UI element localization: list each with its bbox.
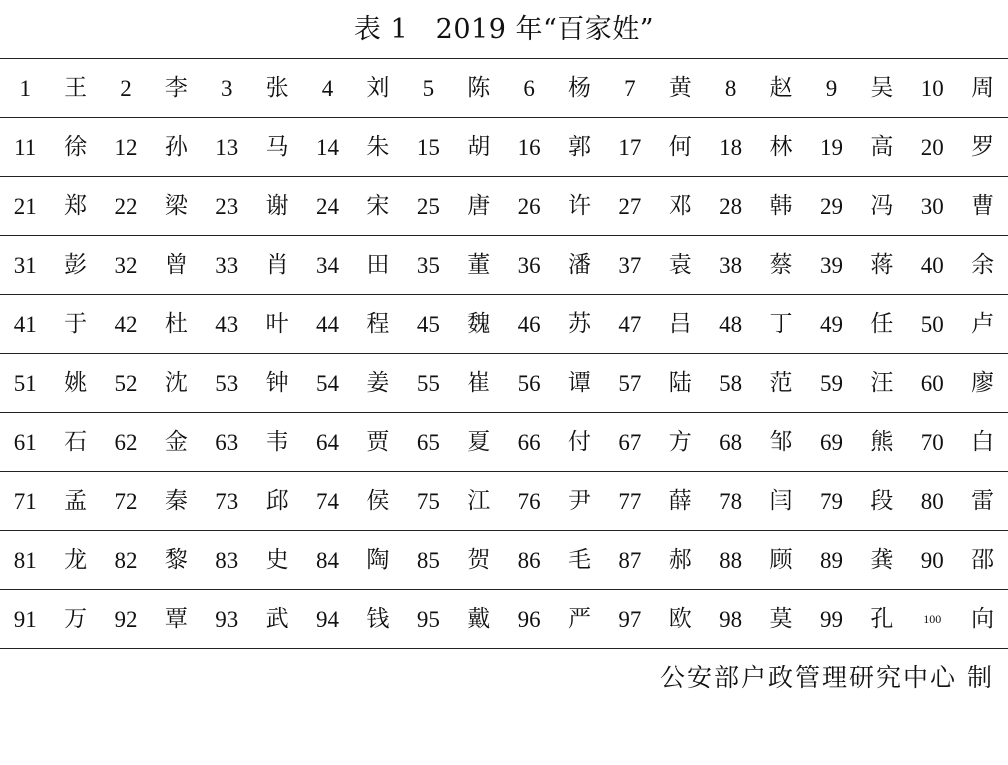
rank-number: 29 — [819, 193, 843, 219]
surname: 田 — [366, 251, 390, 278]
surname: 万 — [64, 605, 88, 632]
rank-number: 50 — [920, 311, 944, 337]
surname: 熊 — [870, 428, 894, 455]
rank-number: 69 — [819, 429, 843, 455]
surname-table — [0, 58, 1008, 649]
surname: 钱 — [366, 605, 390, 632]
rank-number: 24 — [316, 193, 340, 219]
surname: 夏 — [467, 428, 491, 455]
surname: 严 — [567, 605, 591, 632]
surname: 付 — [567, 428, 591, 455]
surname: 邱 — [265, 487, 289, 514]
rank-number: 87 — [618, 547, 642, 573]
rank-number: 65 — [416, 429, 440, 455]
rank-number: 16 — [517, 134, 541, 160]
rank-number: 12 — [114, 134, 138, 160]
rank-number: 53 — [215, 370, 239, 396]
rank-number: 33 — [215, 252, 239, 278]
surname: 白 — [971, 428, 995, 455]
rank-number: 5 — [422, 75, 435, 101]
surname: 袁 — [668, 251, 692, 278]
rank-number: 71 — [13, 488, 37, 514]
surname: 吴 — [870, 74, 894, 101]
rank-number: 26 — [517, 193, 541, 219]
surname: 武 — [265, 605, 289, 632]
rank-number: 57 — [618, 370, 642, 396]
rank-number: 85 — [416, 547, 440, 573]
surname: 冯 — [870, 192, 894, 219]
rank-number: 9 — [825, 75, 838, 101]
surname: 宋 — [366, 192, 390, 219]
rank-number: 45 — [416, 311, 440, 337]
rank-number: 14 — [316, 134, 340, 160]
surname: 廖 — [971, 369, 995, 396]
rank-number: 32 — [114, 252, 138, 278]
rank-number: 61 — [13, 429, 37, 455]
rank-number: 72 — [114, 488, 138, 514]
rank-number: 93 — [215, 606, 239, 632]
surname: 杨 — [567, 74, 591, 101]
surname: 崔 — [467, 369, 491, 396]
surname: 卢 — [971, 310, 995, 337]
rank-number: 88 — [719, 547, 743, 573]
rank-number: 20 — [920, 134, 944, 160]
surname: 覃 — [164, 605, 188, 632]
rank-number: 23 — [215, 193, 239, 219]
surname: 韦 — [265, 428, 289, 455]
surname: 邵 — [971, 546, 995, 573]
rank-number: 75 — [416, 488, 440, 514]
surname: 谢 — [265, 192, 289, 219]
surname: 罗 — [971, 133, 995, 160]
rank-number: 42 — [114, 311, 138, 337]
rank-number: 47 — [618, 311, 642, 337]
surname: 赵 — [769, 74, 793, 101]
surname: 贾 — [366, 428, 390, 455]
surname: 任 — [870, 310, 894, 337]
rank-number: 76 — [517, 488, 541, 514]
surname: 毛 — [567, 546, 591, 573]
surname: 曹 — [971, 192, 995, 219]
rank-number: 98 — [719, 606, 743, 632]
surname: 陈 — [467, 74, 491, 101]
surname: 孙 — [164, 133, 188, 160]
surname: 郝 — [668, 546, 692, 573]
rank-number: 78 — [719, 488, 743, 514]
surname: 欧 — [668, 605, 692, 632]
surname: 姚 — [64, 369, 88, 396]
rank-number: 18 — [719, 134, 743, 160]
surname: 黎 — [164, 546, 188, 573]
rank-number: 54 — [316, 370, 340, 396]
surname: 肖 — [265, 251, 289, 278]
table-title: 表 1 2019 年“百家姓” — [353, 14, 655, 45]
surname: 侯 — [366, 487, 390, 514]
surname: 高 — [870, 133, 894, 160]
rank-number: 90 — [920, 547, 944, 573]
rank-number: 51 — [13, 370, 37, 396]
rank-number: 39 — [819, 252, 843, 278]
rank-number: 83 — [215, 547, 239, 573]
surname: 钟 — [265, 369, 289, 396]
rank-number: 44 — [316, 311, 340, 337]
surname: 郑 — [64, 192, 88, 219]
surname: 龙 — [64, 546, 88, 573]
rank-number: 60 — [920, 370, 944, 396]
surname: 刘 — [366, 74, 390, 101]
rank-number: 17 — [618, 134, 642, 160]
rank-number: 96 — [517, 606, 541, 632]
rank-number: 40 — [920, 252, 944, 278]
surname: 江 — [467, 487, 491, 514]
rank-number: 86 — [517, 547, 541, 573]
surname: 黄 — [668, 74, 692, 101]
rank-number: 80 — [920, 488, 944, 514]
rank-number: 59 — [819, 370, 843, 396]
surname: 谭 — [567, 369, 591, 396]
rank-number: 6 — [523, 75, 535, 101]
rank-number: 36 — [517, 252, 541, 278]
surname: 汪 — [870, 369, 894, 396]
surname: 潘 — [567, 251, 591, 278]
table-row — [0, 530, 1008, 589]
surname: 何 — [668, 133, 692, 160]
surname: 林 — [769, 133, 793, 160]
surname: 薛 — [668, 487, 692, 514]
surname: 尹 — [567, 487, 591, 514]
surname: 王 — [64, 74, 88, 101]
rank-number: 97 — [618, 606, 642, 632]
rank-number: 81 — [13, 547, 37, 573]
rank-number: 22 — [114, 193, 138, 219]
rank-number: 58 — [719, 370, 743, 396]
surname: 彭 — [64, 251, 88, 278]
surname: 金 — [164, 428, 188, 455]
surname: 雷 — [971, 487, 995, 514]
surname: 孔 — [870, 605, 894, 632]
rank-number: 56 — [517, 370, 541, 396]
rank-number: 74 — [316, 488, 340, 514]
rank-number: 19 — [819, 134, 843, 160]
surname: 段 — [870, 487, 894, 514]
rank-number: 66 — [517, 429, 541, 455]
rank-number: 95 — [416, 606, 440, 632]
rank-number: 35 — [416, 252, 440, 278]
rank-number: 46 — [517, 311, 541, 337]
rank-number: 3 — [221, 75, 233, 101]
surname: 曾 — [164, 251, 188, 278]
rank-number: 15 — [416, 134, 440, 160]
surname: 陶 — [366, 546, 390, 573]
rank-number: 27 — [618, 193, 642, 219]
surname: 沈 — [164, 369, 188, 396]
rank-number: 43 — [215, 311, 239, 337]
rank-number: 2 — [120, 75, 132, 101]
rank-number: 21 — [13, 193, 37, 219]
surname: 苏 — [567, 310, 591, 337]
rank-number: 99 — [819, 606, 843, 632]
surname: 李 — [164, 74, 188, 101]
surname: 吕 — [668, 310, 692, 337]
surname: 邓 — [668, 192, 692, 219]
rank-number: 82 — [114, 547, 138, 573]
rank-number: 77 — [618, 488, 642, 514]
table-row — [0, 471, 1008, 530]
surname: 胡 — [467, 133, 491, 160]
surname: 方 — [668, 428, 692, 455]
surname: 龚 — [870, 546, 894, 573]
table-row — [0, 117, 1008, 176]
rank-number: 70 — [920, 429, 944, 455]
surname: 许 — [567, 192, 591, 219]
surname: 范 — [769, 369, 793, 396]
rank-number: 67 — [618, 429, 642, 455]
rank-number: 64 — [316, 429, 340, 455]
rank-number: 79 — [819, 488, 843, 514]
rank-number: 4 — [321, 75, 334, 101]
surname: 蔡 — [769, 251, 793, 278]
surname: 戴 — [467, 605, 491, 632]
surname: 顾 — [769, 546, 793, 573]
rank-number: 8 — [724, 75, 737, 101]
rank-number: 34 — [316, 252, 340, 278]
rank-number: 38 — [719, 252, 743, 278]
source-credit: 公安部户政管理研究中心 制 — [660, 663, 994, 692]
table-row — [0, 58, 1008, 117]
surname: 马 — [265, 133, 289, 160]
rank-number: 68 — [719, 429, 743, 455]
surname: 蒋 — [870, 251, 894, 278]
rank-number: 89 — [819, 547, 843, 573]
rank-number: 62 — [114, 429, 138, 455]
rank-number: 7 — [624, 75, 636, 101]
surname: 莫 — [769, 605, 793, 632]
rank-number: 94 — [316, 606, 340, 632]
table-row — [0, 589, 1008, 649]
table-row — [0, 412, 1008, 471]
table-row — [0, 235, 1008, 294]
surname: 邹 — [769, 428, 793, 455]
rank-number: 100 — [923, 612, 942, 626]
surname: 朱 — [366, 133, 390, 160]
surname: 闫 — [769, 487, 793, 514]
table-row — [0, 353, 1008, 412]
rank-number: 28 — [719, 193, 743, 219]
surname: 杜 — [164, 310, 188, 337]
surname: 孟 — [64, 487, 88, 514]
rank-number: 1 — [19, 75, 31, 101]
rank-number: 30 — [920, 193, 944, 219]
rank-number: 63 — [215, 429, 239, 455]
surname: 于 — [64, 310, 88, 337]
surname: 董 — [467, 251, 491, 278]
rank-number: 11 — [14, 134, 37, 160]
rank-number: 91 — [13, 606, 37, 632]
table-row — [0, 176, 1008, 235]
surname: 姜 — [366, 369, 390, 396]
rank-number: 73 — [215, 488, 239, 514]
surname: 周 — [971, 74, 995, 101]
surname: 陆 — [668, 369, 692, 396]
surname: 郭 — [567, 133, 591, 160]
rank-number: 10 — [920, 75, 944, 101]
surname: 唐 — [467, 192, 491, 219]
rank-number: 49 — [819, 311, 843, 337]
surname: 魏 — [467, 310, 491, 337]
rank-number: 31 — [13, 252, 37, 278]
surname: 徐 — [64, 133, 88, 160]
rank-number: 52 — [114, 370, 138, 396]
rank-number: 55 — [416, 370, 440, 396]
rank-number: 25 — [416, 193, 440, 219]
surname: 史 — [265, 546, 289, 573]
surname: 韩 — [769, 192, 793, 219]
table-row — [0, 294, 1008, 353]
surname: 张 — [265, 74, 289, 101]
rank-number: 48 — [719, 311, 743, 337]
surname: 贺 — [467, 546, 491, 573]
surname: 向 — [971, 605, 995, 632]
rank-number: 84 — [316, 547, 340, 573]
surname: 梁 — [164, 192, 188, 219]
rank-number: 13 — [215, 134, 239, 160]
rank-number: 41 — [13, 311, 37, 337]
surname: 秦 — [164, 487, 188, 514]
rank-number: 92 — [114, 606, 138, 632]
surname: 丁 — [769, 310, 793, 337]
surname: 石 — [64, 428, 88, 455]
rank-number: 37 — [618, 252, 642, 278]
surname: 余 — [971, 251, 995, 278]
surname: 程 — [366, 310, 390, 337]
surname: 叶 — [265, 310, 289, 337]
